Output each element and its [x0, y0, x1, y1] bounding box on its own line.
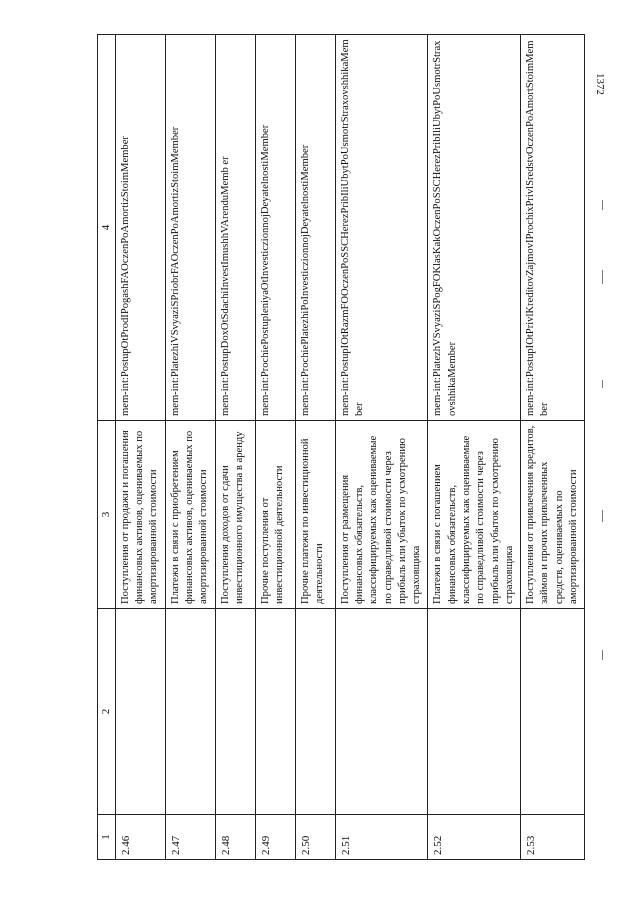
- header-cell: 1: [98, 815, 116, 860]
- rotated-table-container: [97, 35, 580, 860]
- row-col2-cell: [115, 609, 165, 815]
- table-header-row: [98, 35, 116, 860]
- row-description-cell: Поступления от продажи и погашения финансовых активов, оцениваемых по амортизированной стоимости: [115, 421, 165, 609]
- margin-tick: [602, 510, 603, 522]
- row-col2-cell: [335, 609, 428, 815]
- row-code-cell: mem-int:PlatezhiVSvyaziSPriobrFAOczenPoAmortizStoimMember: [165, 35, 215, 421]
- row-code-cell: mem-int:PostupIOtPrivlKreditovZajmovIProchixPrivlSredstvOczenPoAmortStoimMember: [521, 35, 585, 421]
- header-cell: 3: [98, 421, 116, 609]
- margin-marks: [590, 180, 620, 780]
- header-cell: 4: [98, 35, 116, 421]
- row-description-cell: Прочие поступления от инвестиционной деятельности: [255, 421, 295, 609]
- row-col2-cell: [255, 609, 295, 815]
- row-description-cell: Платежи в связи с приобретением финансовых активов, оцениваемых по амортизированной стоимости: [165, 421, 215, 609]
- row-code-cell: mem-int:PlatezhVSvyaziSPogFOKlasKakOczenPoSSCHerezPribIliUbytPoUsmotrStraxovshhikaMember: [428, 35, 521, 421]
- row-number-cell: 2.50: [295, 815, 335, 860]
- data-table: [97, 34, 585, 860]
- row-col2-cell: [521, 609, 585, 815]
- row-number-cell: 2.47: [165, 815, 215, 860]
- table-row: [255, 35, 295, 860]
- row-description-cell: Поступления от привлечения кредитов, займов и прочих привлеченных средств, оцениваемых по амортизированной стоимости: [521, 421, 585, 609]
- row-description-cell: Поступления от размещения финансовых обязательств, классифицируемых как оцениваемые по справедливой стоимости через прибыль или убыток по усмотрению страховщика: [335, 421, 428, 609]
- row-col2-cell: [295, 609, 335, 815]
- table-row: [428, 35, 521, 860]
- row-description-cell: Платежи в связи с погашением финансовых обязательств, классифицируемых как оцениваемые по справедливой стоимости через прибыль или убыток по усмотрению страховщика: [428, 421, 521, 609]
- row-code-cell: mem-int:ProchiePlatezhiPoInvesticzionnojDeyatelnostiMember: [295, 35, 335, 421]
- row-code-cell: mem-int:PostupDoxOtSdachiInvestImushhVArenduMemb er: [215, 35, 255, 421]
- table-row: [115, 35, 165, 860]
- table-row: [335, 35, 428, 860]
- row-number-cell: 2.46: [115, 815, 165, 860]
- row-description-cell: Поступления доходов от сдачи инвестиционного имущества в аренду: [215, 421, 255, 609]
- row-description-cell: Прочие платежи по инвестиционной деятельности: [295, 421, 335, 609]
- row-code-cell: mem-int:PostupIOtRazmFOOczenPoSSCHerezPribIliUbytPoUsmotrStraxovshhikaMember: [335, 35, 428, 421]
- row-number-cell: 2.52: [428, 815, 521, 860]
- row-number-cell: 2.53: [521, 815, 585, 860]
- table-row: [521, 35, 585, 860]
- row-number-cell: 2.49: [255, 815, 295, 860]
- margin-tick: [602, 270, 603, 284]
- row-col2-cell: [215, 609, 255, 815]
- table-row: [165, 35, 215, 860]
- margin-tick: [602, 380, 603, 388]
- page-number: 1372: [594, 73, 606, 95]
- row-number-cell: 2.51: [335, 815, 428, 860]
- margin-tick: [602, 200, 603, 210]
- row-code-cell: mem-int:PostupOtProdIPogashFAOczenPoAmortizStoimMember: [115, 35, 165, 421]
- row-col2-cell: [428, 609, 521, 815]
- table-row: [215, 35, 255, 860]
- margin-tick: [602, 650, 603, 660]
- header-cell: 2: [98, 609, 116, 815]
- row-number-cell: 2.48: [215, 815, 255, 860]
- row-col2-cell: [165, 609, 215, 815]
- table-row: [295, 35, 335, 860]
- row-code-cell: mem-int:ProchiePostupleniyaOtInvesticzionnojDeyatelnostiMember: [255, 35, 295, 421]
